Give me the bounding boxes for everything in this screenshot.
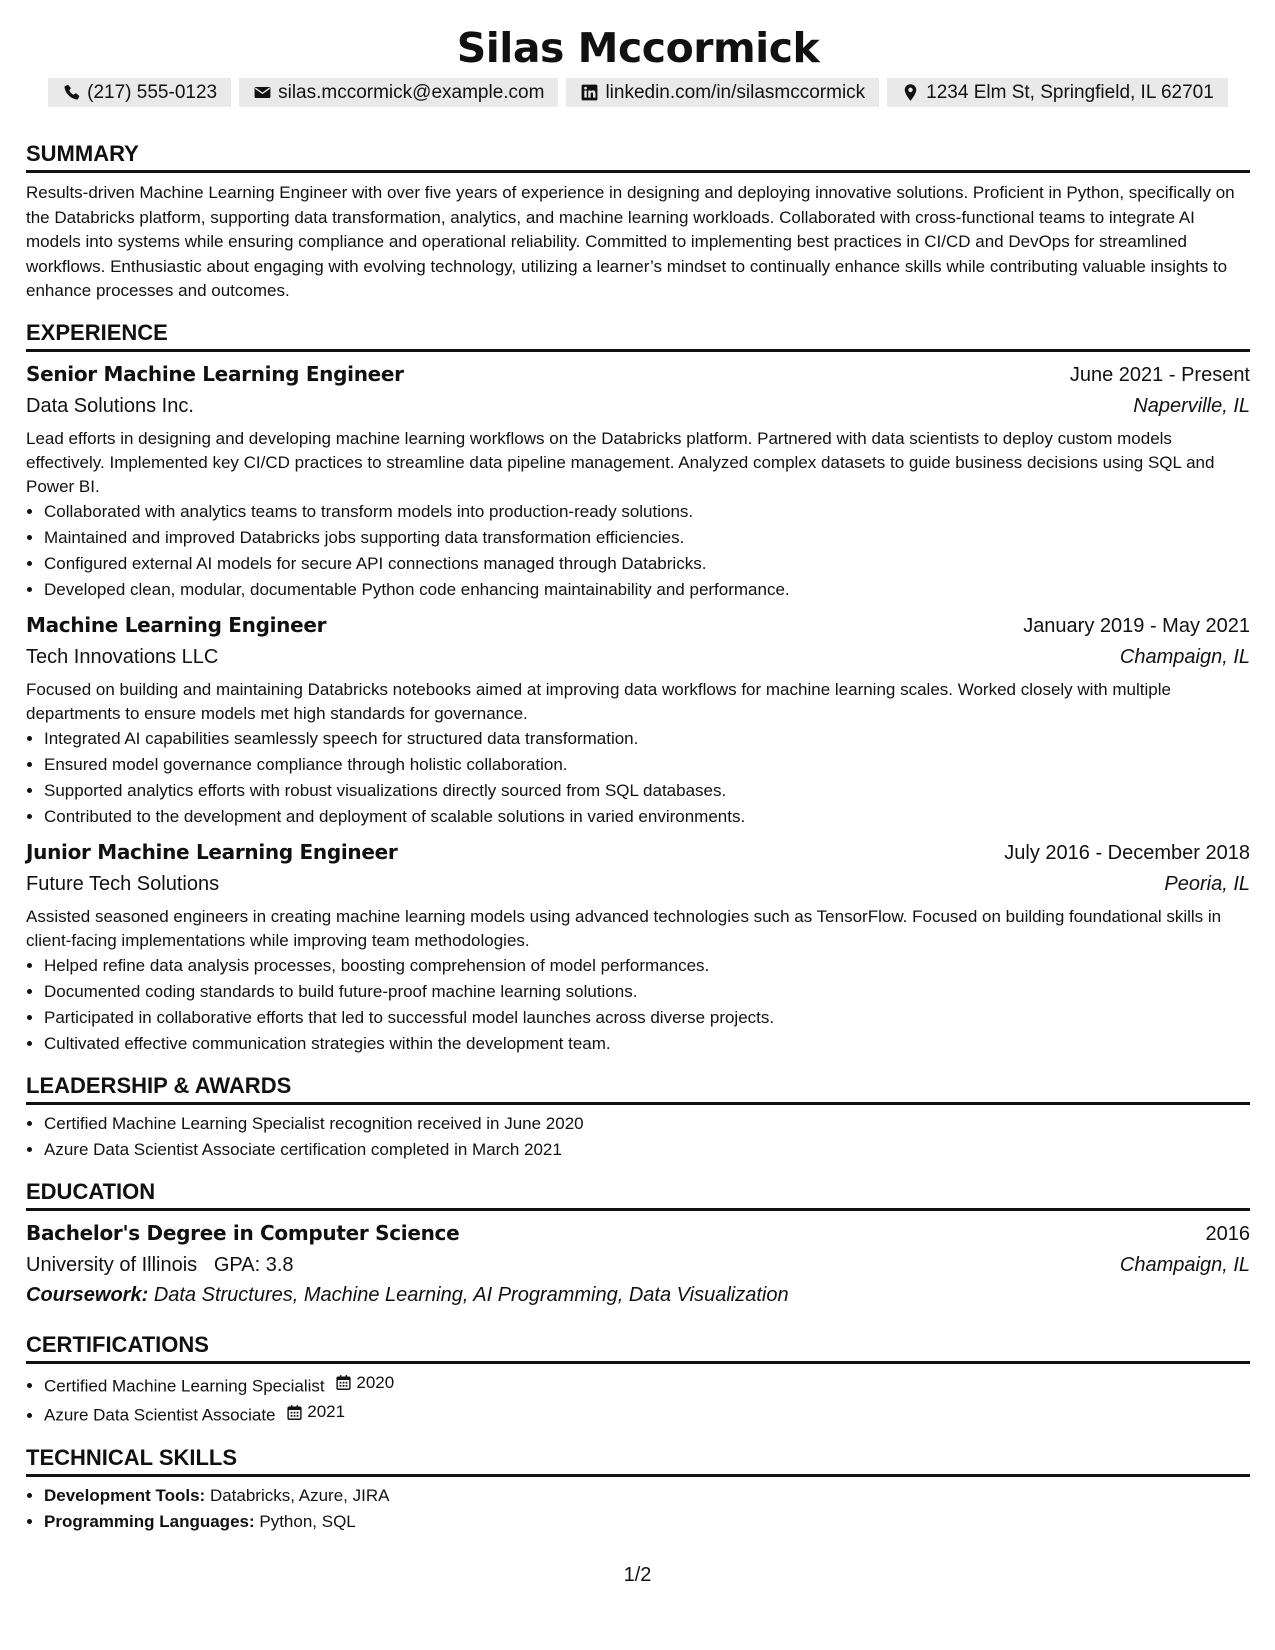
contact-address-text: 1234 Elm St, Springfield, IL 62701 — [926, 82, 1214, 103]
leadership-heading: LEADERSHIP & AWARDS — [26, 1073, 1250, 1105]
education-entry — [26, 1217, 1250, 1310]
job-title: Machine Learning Engineer — [26, 612, 327, 637]
job-company: Tech Innovations LLC — [26, 645, 219, 668]
contact-address[interactable] — [887, 78, 1228, 107]
list-item — [44, 1399, 1250, 1429]
job-dates: July 2016 - December 2018 — [1004, 841, 1250, 864]
leadership-list — [26, 1111, 1250, 1163]
school-name: University of Illinois — [26, 1253, 198, 1276]
job-dates: January 2019 - May 2021 — [1023, 614, 1250, 637]
list-item: • Cultivated effective communication strategies within the development team. — [44, 1031, 1250, 1057]
list-item: • Azure Data Scientist Associate certification completed in March 2021 — [44, 1137, 1250, 1163]
list-item: • Configured external AI models for secure API connections managed through Databricks. — [44, 551, 1250, 577]
list-item — [44, 1370, 1250, 1400]
skill-label: Programming Languages: — [44, 1511, 255, 1531]
list-item — [44, 1509, 1250, 1535]
list-item — [44, 1483, 1250, 1509]
summary-heading: SUMMARY — [26, 141, 1250, 173]
cert-name: Certified Machine Learning Specialist — [44, 1376, 325, 1396]
job-location: Naperville, IL — [1133, 394, 1250, 417]
degree-year: 2016 — [1205, 1222, 1250, 1245]
envelope-icon — [253, 83, 272, 102]
education-heading: EDUCATION — [26, 1179, 1250, 1211]
contact-phone[interactable] — [48, 78, 231, 107]
job-description: Lead efforts in designing and developing machine learning workflows on the Databricks platform. Partnered with data scientists to deploy custom models effectively. Implemented key CI/CD practices to streamline data pipeline management. Analyzed complex datasets to guide business decisions using SQL and Power BI. — [26, 428, 1215, 496]
list-item: • Supported analytics efforts with robust visualizations directly sourced from SQL databases. — [44, 778, 1250, 804]
candidate-name: Silas Mccormick — [456, 24, 820, 72]
school-info — [26, 1250, 294, 1280]
linkedin-icon — [580, 83, 599, 102]
list-item: • Developed clean, modular, documentable Python code enhancing maintainability and performance. — [44, 577, 1250, 603]
job-entry — [26, 609, 1250, 830]
list-item: • Collaborated with analytics teams to transform models into production-ready solutions. — [44, 499, 1250, 525]
resume-page — [26, 22, 1250, 1535]
cert-name: Azure Data Scientist Associate — [44, 1405, 276, 1425]
list-item: • Contributed to the development and deployment of scalable solutions in varied environments. — [44, 804, 1250, 830]
list-item: • Maintained and improved Databricks jobs supporting data transformation efficiencies. — [44, 525, 1250, 551]
summary-section — [26, 141, 1250, 304]
coursework — [26, 1280, 1250, 1310]
skill-value: Databricks, Azure, JIRA — [209, 1485, 390, 1505]
education-section — [26, 1179, 1250, 1310]
cert-date — [335, 1370, 394, 1396]
job-location: Champaign, IL — [1119, 645, 1250, 668]
coursework-label: Coursework: — [26, 1283, 149, 1306]
leadership-section — [26, 1073, 1250, 1163]
skills-section — [26, 1445, 1250, 1535]
contact-email[interactable] — [239, 78, 558, 107]
experience-heading: EXPERIENCE — [26, 320, 1250, 352]
list-item: • Helped refine data analysis processes, boosting comprehension of model performances. — [44, 953, 1250, 979]
job-dates: June 2021 - Present — [1069, 363, 1250, 386]
cert-date — [286, 1399, 345, 1425]
job-bullets — [26, 499, 1250, 603]
contact-linkedin-text: linkedin.com/in/silasmccormick — [605, 82, 866, 103]
calendar-icon — [335, 1374, 352, 1391]
certifications-heading: CERTIFICATIONS — [26, 1332, 1250, 1364]
job-description: Assisted seasoned engineers in creating machine learning models using advanced technologies such as TensorFlow. Focused on building foundational skills in client-facing implementations while improving team methodologies. — [26, 906, 1222, 950]
skills-heading: TECHNICAL SKILLS — [26, 1445, 1250, 1477]
coursework-list: Data Structures, Machine Learning, AI Programming, Data Visualization — [153, 1283, 789, 1306]
cert-year: 2021 — [307, 1402, 346, 1422]
list-item: • Ensured model governance compliance through holistic collaboration. — [44, 752, 1250, 778]
job-location: Peoria, IL — [1164, 872, 1250, 895]
map-pin-icon — [901, 83, 920, 102]
list-item: • Participated in collaborative efforts that led to successful model launches across diverse projects. — [44, 1005, 1250, 1031]
skill-value: Python, SQL — [259, 1511, 356, 1531]
phone-icon — [62, 83, 81, 102]
job-description: Focused on building and maintaining Databricks notebooks aimed at improving data workflows for machine learning scales. Worked closely with multiple departments to ensure models met high standards for governance. — [26, 679, 1171, 723]
job-title: Junior Machine Learning Engineer — [26, 839, 398, 864]
job-title: Senior Machine Learning Engineer — [26, 361, 404, 386]
skill-label: Development Tools: — [44, 1485, 206, 1505]
job-bullets — [26, 726, 1250, 830]
job-entry — [26, 836, 1250, 1057]
contact-email-text: silas.mccormick@example.com — [278, 82, 545, 103]
job-company: Data Solutions Inc. — [26, 394, 194, 417]
job-bullets — [26, 953, 1250, 1057]
cert-year: 2020 — [356, 1372, 395, 1392]
school-gpa: GPA: 3.8 — [213, 1253, 294, 1276]
certifications-list — [26, 1370, 1250, 1429]
job-company: Future Tech Solutions — [26, 872, 220, 895]
list-item: • Certified Machine Learning Specialist recognition received in June 2020 — [44, 1111, 1250, 1137]
list-item: • Integrated AI capabilities seamlessly speech for structured data transformation. — [44, 726, 1250, 752]
calendar-icon — [286, 1404, 303, 1421]
contact-linkedin[interactable] — [566, 78, 879, 107]
contact-bar — [26, 78, 1250, 107]
school-location: Champaign, IL — [1119, 1253, 1250, 1276]
job-entry — [26, 358, 1250, 603]
contact-phone-text: (217) 555-0123 — [87, 82, 218, 103]
skills-list — [26, 1483, 1250, 1535]
summary-text: Results-driven Machine Learning Engineer with over five years of experience in designing and deploying innovative solutions. Proficient in Python, specifically on the Databricks platform, supporting data transformation, analytics, and machine learning workloads. Collaborated with cross-functional teams to integrate AI models into systems while ensuring compliance and operational reliability. Committed to implementing best practices in CI/CD and DevOps for streamlined workflows. Enthusiastic about engaging with evolving technology, utilizing a learner’s mindset to continually enhance skills while contributing valuable insights to enhance processes and outcomes. — [26, 183, 1235, 301]
experience-section — [26, 320, 1250, 1057]
degree-title: Bachelor's Degree in Computer Science — [26, 1220, 460, 1245]
list-item: • Documented coding standards to build future-proof machine learning solutions. — [44, 979, 1250, 1005]
page-indicator: 1/2 — [623, 1564, 652, 1586]
certifications-section — [26, 1332, 1250, 1429]
